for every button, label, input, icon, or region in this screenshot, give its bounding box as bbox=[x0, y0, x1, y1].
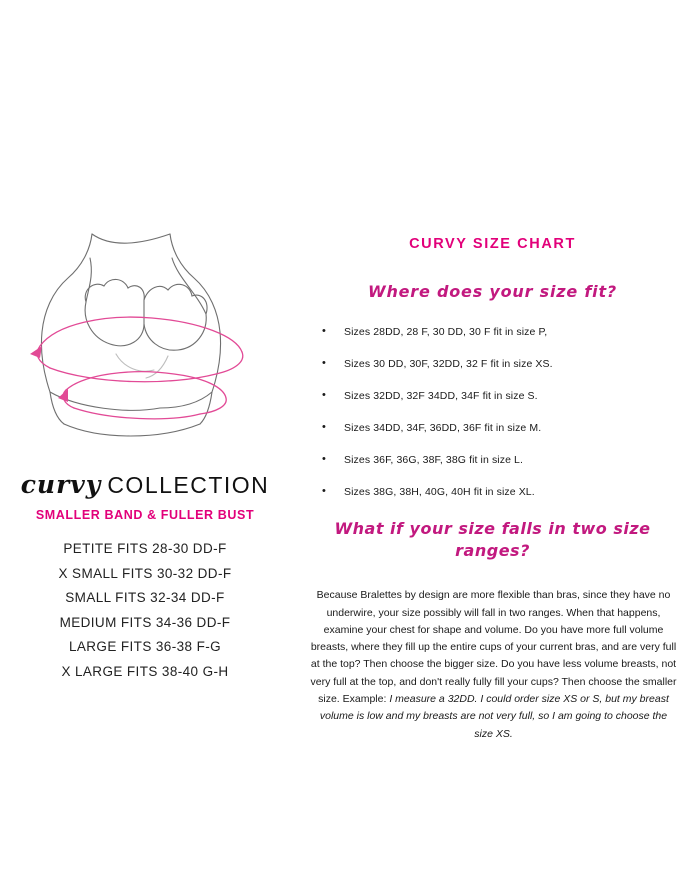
list-item: • Sizes 36F, 36G, 38F, 38G fit in size L. bbox=[322, 454, 685, 466]
list-item: • Sizes 30 DD, 30F, 32DD, 32 F fit in size XS. bbox=[322, 358, 685, 370]
explanation-paragraph bbox=[300, 587, 685, 743]
brand-collection: COLLECTION bbox=[107, 472, 270, 498]
brand-subtitle: SMALLER BAND & FULLER BUST bbox=[35, 508, 255, 522]
bralette-line-drawing bbox=[20, 228, 270, 466]
left-column bbox=[0, 228, 290, 695]
list-item: • Sizes 38G, 38H, 40G, 40H fit in size XL. bbox=[322, 486, 685, 498]
list-item: MEDIUM FITS 34-36 DD-F bbox=[59, 614, 231, 630]
question-heading-1: Where does your size fit? bbox=[368, 282, 617, 301]
list-item: X SMALL FITS 30-32 DD-F bbox=[58, 565, 232, 581]
list-item: • Sizes 32DD, 32F 34DD, 34F fit in size S. bbox=[322, 390, 685, 402]
size-fit-list bbox=[0, 541, 290, 679]
size-mapping-list bbox=[300, 326, 685, 498]
brand-curvy: curvy bbox=[20, 470, 102, 499]
list-item: • Sizes 28DD, 28 F, 30 DD, 30 F fit in size P, bbox=[322, 326, 685, 338]
explanation-lead: Because Bralettes by design are more flexible than bras, since they have no underwire, your size possibly will fall in two ranges. When that happens, examine your chest for shape and volume. Do you have more full volume breasts, where they fill up the entire cups of your current bras, and are very full at the top? Then choose the bigger size. Do you have less volume breasts, not very full at the top, and don't really fully fill your cups? Then choose the smaller size. Example: bbox=[310, 589, 677, 706]
list-item: LARGE FITS 36-38 F-G bbox=[68, 639, 222, 654]
list-item: X LARGE FITS 38-40 G-H bbox=[61, 663, 229, 679]
page-title: CURVY SIZE CHART bbox=[409, 236, 576, 252]
right-column bbox=[300, 228, 685, 743]
list-item: SMALL FITS 32-34 DD-F bbox=[65, 590, 225, 605]
question-heading-2: What if your size falls in two size ranges? bbox=[334, 519, 651, 560]
list-item: PETITE FITS 28-30 DD-F bbox=[63, 541, 227, 556]
brand-wordmark bbox=[0, 472, 290, 497]
list-item: • Sizes 34DD, 34F, 36DD, 36F fit in size M. bbox=[322, 422, 685, 434]
explanation-example: I measure a 32DD. I could order size XS or S, but my breast volume is low and my breasts are not very full, so I am going to choose the size XS. bbox=[319, 693, 669, 740]
